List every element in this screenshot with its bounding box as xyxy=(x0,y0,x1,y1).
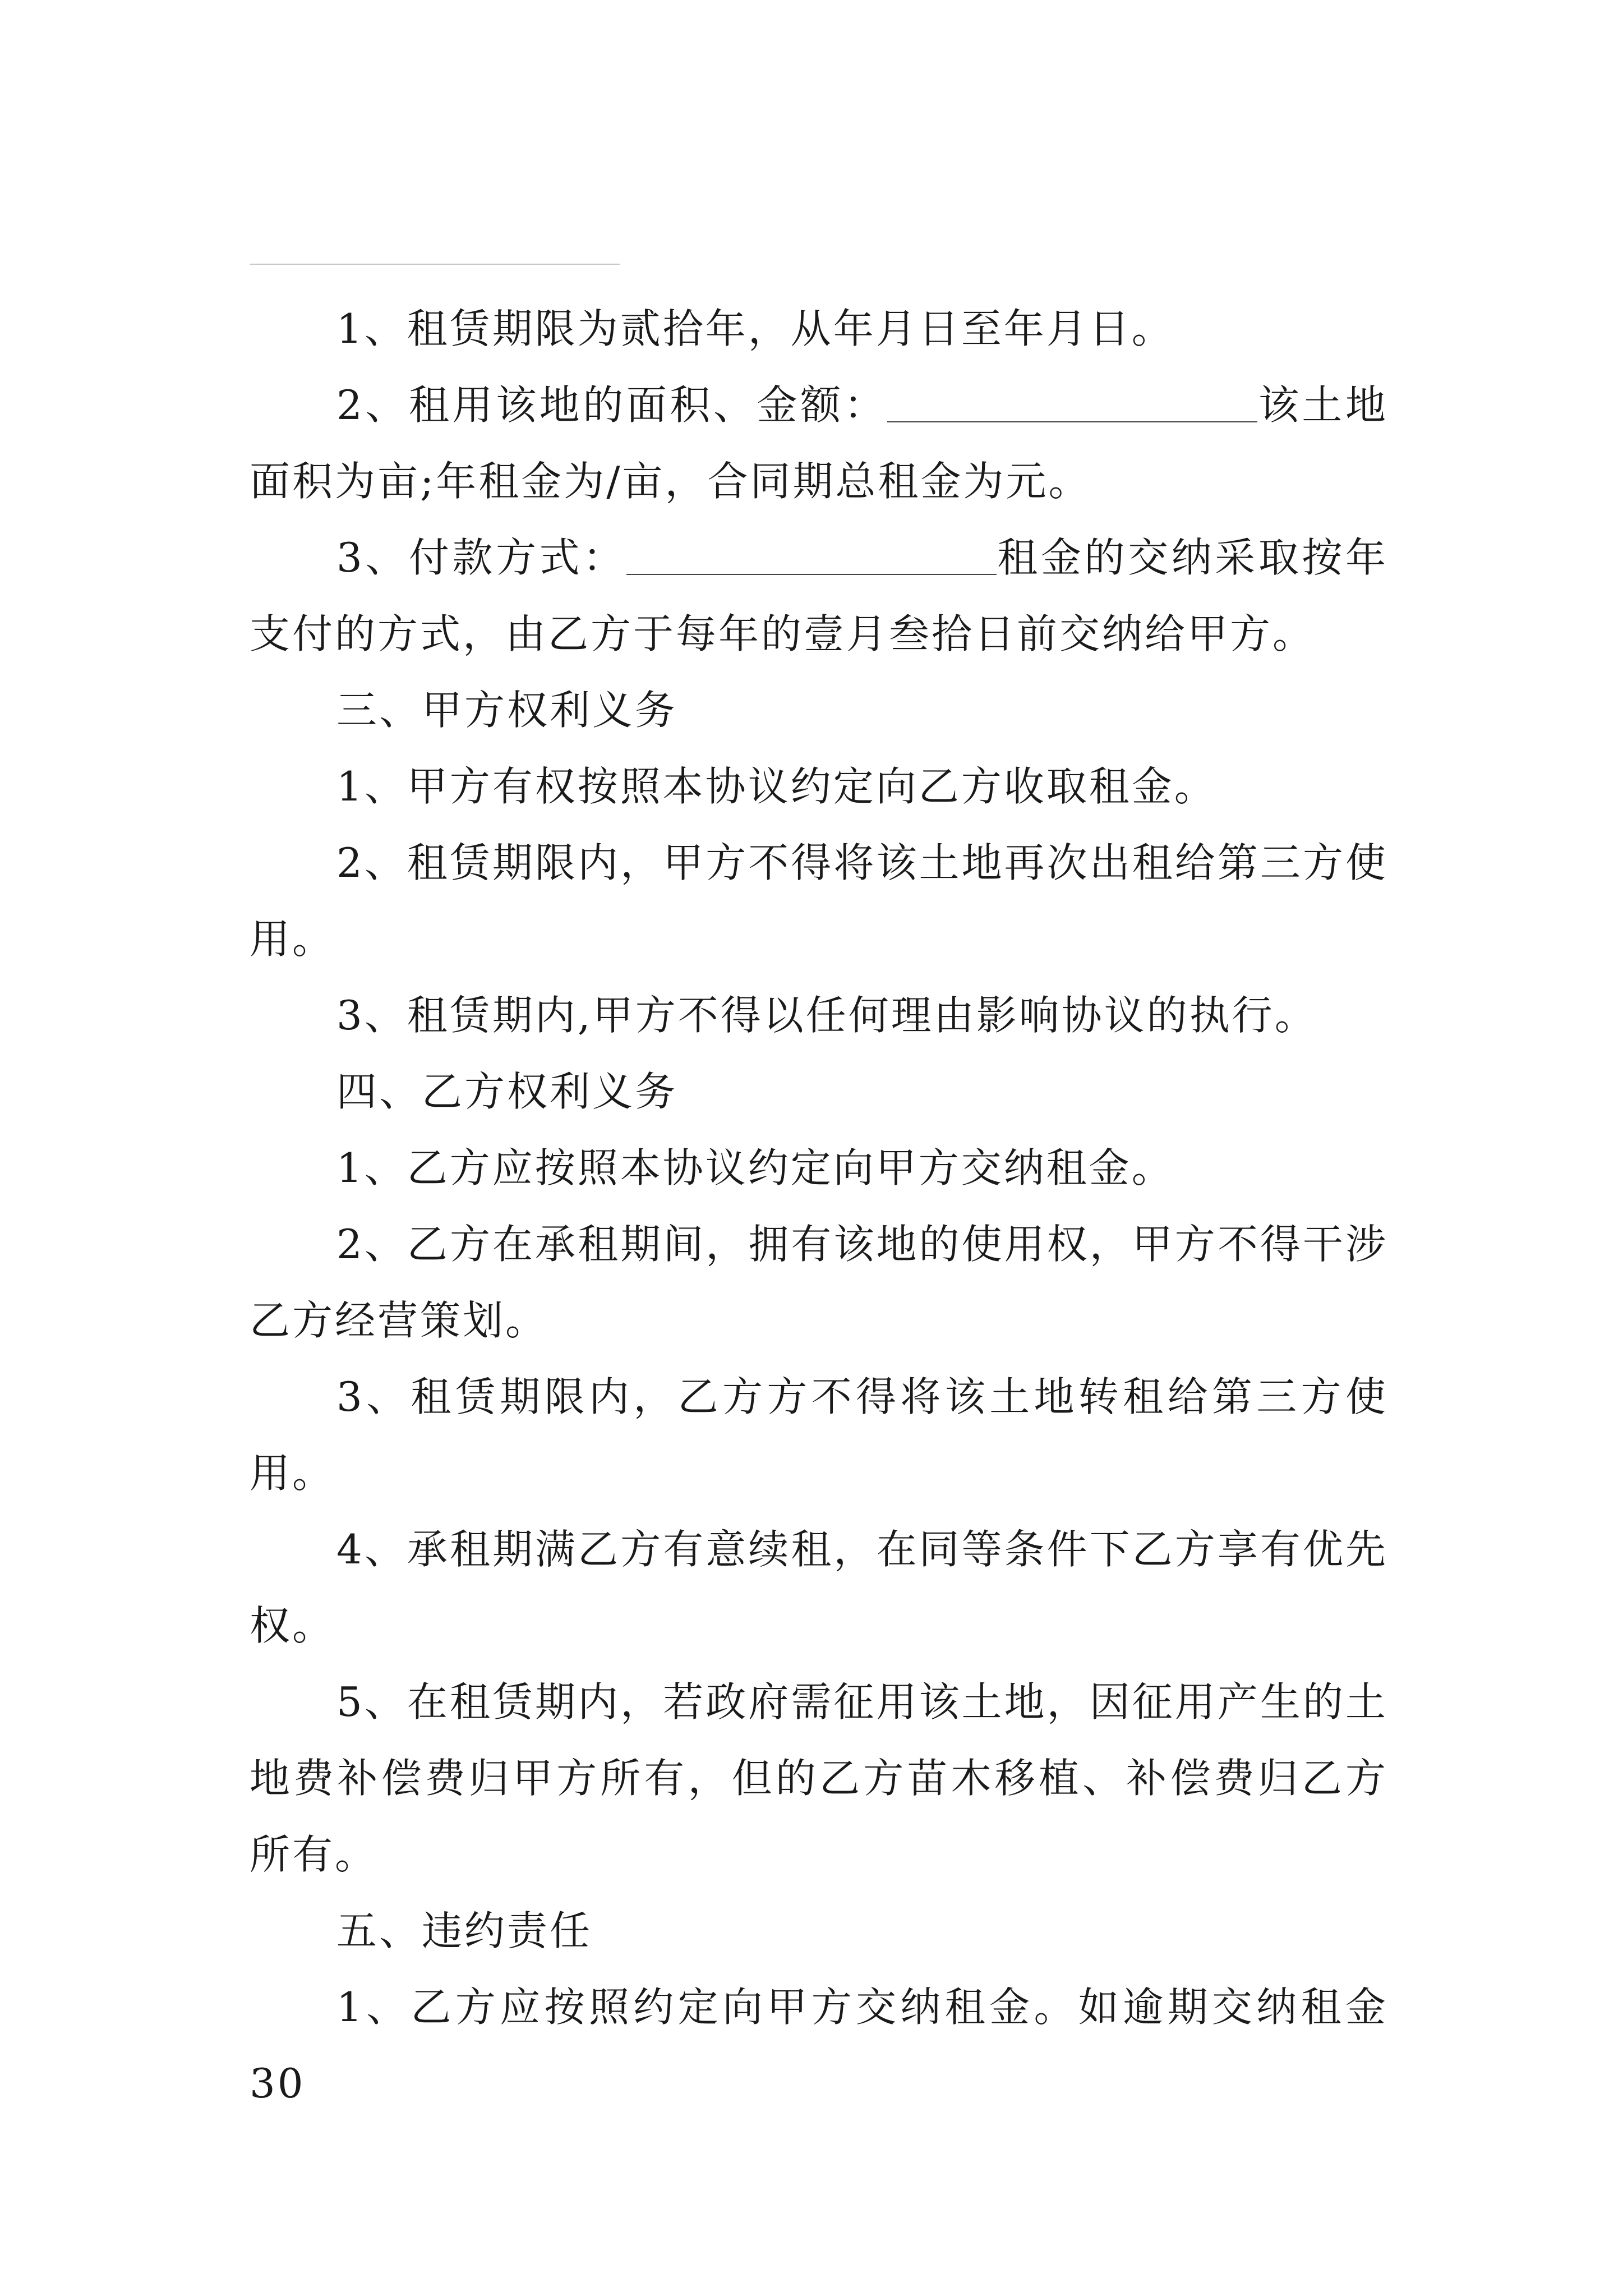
clause-breach-1: 1、乙方应按照约定向甲方交纳租金。如逾期交纳租金30 xyxy=(250,1984,1388,2107)
clause-payment-method-rest: 租金的交纳采取按年支付的方式，由乙方于每年的壹月叁拾日前交纳给甲方。 xyxy=(250,534,1388,657)
document-body xyxy=(250,291,1388,2122)
header-rule xyxy=(250,264,620,265)
clause-party-a-3: 3、租赁期内,甲方不得以任何理由影响协议的执行。 xyxy=(336,992,1317,1039)
blank-underline xyxy=(626,533,997,575)
clause-payment-method-lead: 3、付款方式： xyxy=(336,534,626,581)
section-heading-breach: 五、违约责任 xyxy=(336,1907,593,1954)
clause-party-b-4: 4、承租期满乙方有意续租，在同等条件下乙方享有优先权。 xyxy=(250,1526,1388,1649)
blank-underline xyxy=(887,381,1257,422)
clause-area-amount xyxy=(250,367,1388,519)
clause-payment-method xyxy=(250,519,1388,672)
clause-area-amount-rest: 该土地面积为亩;年租金为/亩，合同期总租金为元。 xyxy=(250,381,1388,505)
clause-lease-term: 1、租赁期限为贰拾年，从年月日至年月日。 xyxy=(336,305,1174,352)
clause-party-b-3: 3、租赁期限内，乙方方不得将该土地转租给第三方使用。 xyxy=(250,1373,1388,1497)
section-heading-party-a: 三、甲方权利义务 xyxy=(336,687,678,734)
clause-party-b-2: 2、乙方在承租期间，拥有该地的使用权，甲方不得干涉乙方经营策划。 xyxy=(250,1221,1388,1344)
clause-party-a-1: 1、甲方有权按照本协议约定向乙方收取租金。 xyxy=(336,763,1217,810)
clause-party-a-2: 2、租赁期限内，甲方不得将该土地再次出租给第三方使用。 xyxy=(250,839,1388,963)
clause-area-amount-lead: 2、租用该地的面积、金额： xyxy=(336,381,888,429)
clause-party-b-5: 5、在租赁期内，若政府需征用该土地，因征用产生的土地费补偿费归甲方所有，但的乙方苗木移植、补偿费归乙方所有。 xyxy=(250,1678,1388,1878)
clause-party-b-1: 1、乙方应按照本协议约定向甲方交纳租金。 xyxy=(336,1144,1174,1191)
section-heading-party-b: 四、乙方权利义务 xyxy=(336,1068,678,1115)
